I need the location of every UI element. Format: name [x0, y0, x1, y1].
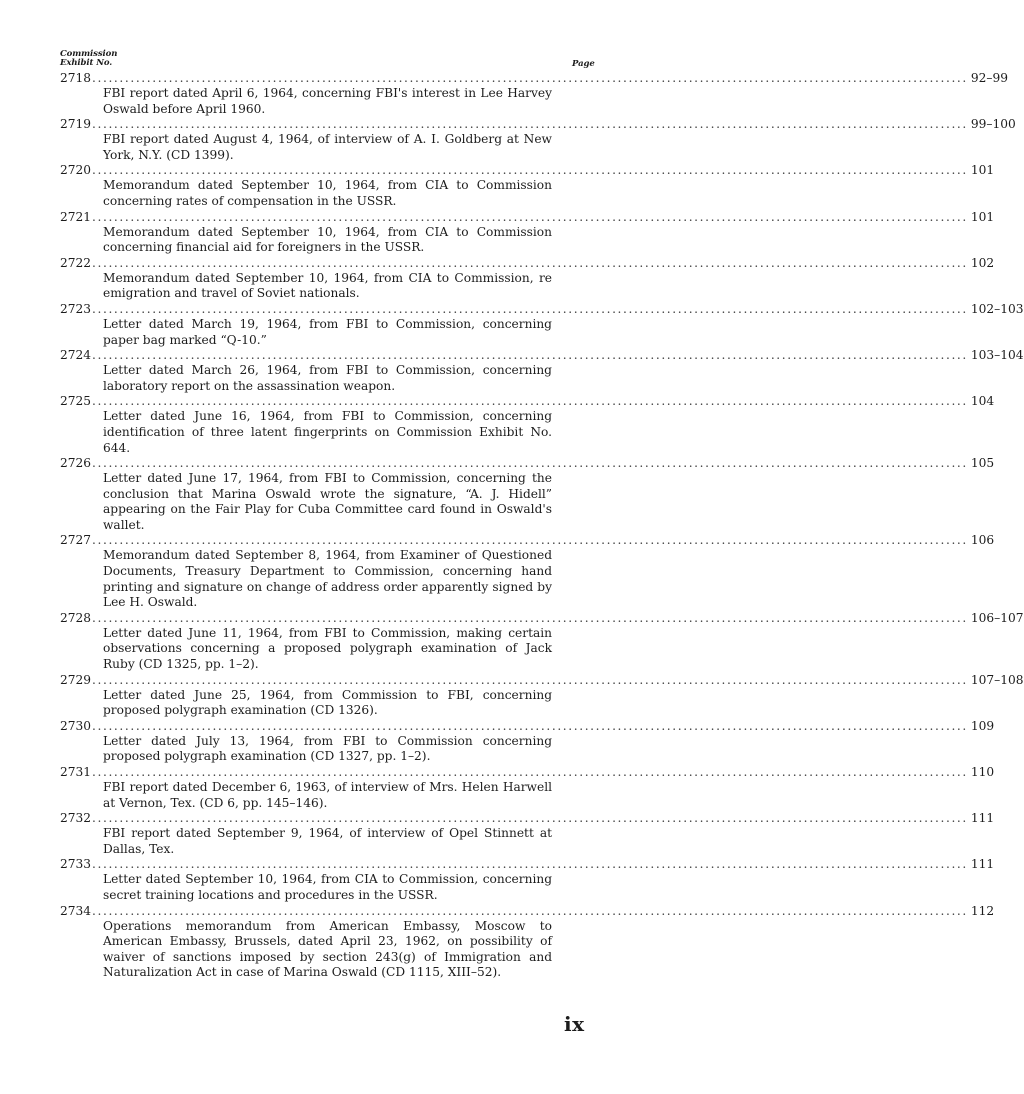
column-header-exhibit — [60, 50, 117, 68]
exhibit-number: 2721 — [60, 209, 92, 224]
exhibit-number: 2734 — [60, 903, 92, 918]
exhibit-entry — [60, 672, 1024, 719]
exhibit-description: FBI report dated December 6, 1963, of interview of Mrs. Helen Harwell at Vernon, Tex. (CD 6, pp. 145–146). — [103, 780, 552, 810]
exhibit-number: 2726 — [60, 456, 92, 471]
page-range: 104 — [970, 394, 995, 409]
page-range: 112 — [970, 903, 995, 918]
page-range: 110 — [970, 765, 995, 779]
exhibit-description: Letter dated March 19, 1964, from FBI to Commission, concerning paper bag marked “Q-10.” — [103, 316, 552, 347]
exhibit-number: 2719 — [60, 117, 92, 132]
exhibit-number: 2728 — [60, 610, 92, 625]
exhibit-description: Letter dated June 17, 1964, from FBI to Commission, concerning the conclusion that Marina Oswald wrote the signature, “A. J. Hidell” appearing on the Fair Play for Cuba Committee card found in Oswald's wallet. — [103, 471, 552, 532]
exhibit-entry — [60, 348, 1024, 394]
page-range: 102 — [970, 255, 995, 270]
exhibit-description: Letter dated March 26, 1964, from FBI to Commission, concerning laboratory report on the assassination weapon. — [103, 363, 552, 393]
page-range: 106 — [970, 533, 995, 548]
dot-leader: ................................................................................................................................................................ — [92, 903, 968, 918]
page-range: 101 — [970, 163, 995, 178]
dot-leader: ................................................................................................................................................................ — [92, 672, 968, 687]
column-header-exhibit-line2: Exhibit No. — [60, 58, 113, 68]
exhibit-number: 2727 — [60, 533, 92, 548]
page-range: 99–100 — [970, 117, 1016, 132]
exhibit-entry — [60, 255, 995, 302]
dot-leader: ................................................................................................................................................................ — [92, 394, 968, 409]
exhibit-entry — [60, 71, 1009, 117]
page-range: 101 — [970, 209, 995, 224]
exhibit-description: Memorandum dated September 8, 1964, from Examiner of Questioned Documents, Treasury Department to Commission, concerning hand printing and signature on change of address order apparently signed by Lee H. Oswald. — [103, 548, 552, 610]
page-range: 111 — [970, 811, 995, 826]
dot-leader: ................................................................................................................................................................ — [92, 456, 968, 471]
exhibit-entry — [60, 456, 995, 533]
dot-leader: ................................................................................................................................................................ — [92, 117, 968, 132]
exhibit-description: Letter dated September 10, 1964, from CIA to Commission, concerning secret training locations and procedures in the USSR. — [103, 872, 552, 902]
page-range: 109 — [970, 718, 995, 733]
page-folio: ix — [564, 1012, 585, 1036]
exhibit-entry — [60, 857, 995, 903]
exhibit-number: 2732 — [60, 811, 92, 826]
exhibit-description: Memorandum dated September 10, 1964, from CIA to Commission concerning rates of compensation in the USSR. — [103, 178, 552, 208]
exhibit-number: 2730 — [60, 718, 92, 733]
exhibit-description: Letter dated July 13, 1964, from FBI to Commission concerning proposed polygraph examination (CD 1327, pp. 1–2). — [103, 733, 552, 764]
page-range: 102–103 — [970, 301, 1024, 316]
dot-leader: ................................................................................................................................................................ — [92, 857, 968, 872]
dot-leader: ................................................................................................................................................................ — [92, 209, 968, 224]
exhibit-description: Letter dated June 16, 1964, from FBI to Commission, concerning identification of three latent fingerprints on Commission Exhibit No. 644. — [103, 409, 552, 455]
dot-leader: ................................................................................................................................................................ — [92, 533, 968, 548]
exhibit-number: 2723 — [60, 301, 92, 316]
page-range: 111 — [970, 857, 995, 872]
page-range: 105 — [970, 456, 995, 471]
column-header-exhibit-line1: Commission — [60, 49, 118, 59]
exhibit-number: 2731 — [60, 765, 92, 779]
exhibit-description: FBI report dated April 6, 1964, concerning FBI's interest in Lee Harvey Oswald before April 1960. — [103, 86, 552, 116]
column-header-page: Page — [572, 59, 595, 69]
exhibit-entry — [60, 163, 995, 209]
dot-leader: ................................................................................................................................................................ — [92, 610, 968, 625]
exhibit-description: Operations memorandum from American Embassy, Moscow to American Embassy, Brussels, dated April 23, 1962, on possibility of waiver of sanctions imposed by section 243(g) of Immigration and Naturalization Act in case of Marina Oswald (CD 1115, XIII–52). — [103, 918, 552, 980]
exhibit-entry — [60, 394, 995, 456]
page-range: 92–99 — [970, 71, 1009, 85]
dot-leader: ................................................................................................................................................................ — [92, 301, 968, 316]
exhibit-entry — [60, 301, 1024, 348]
exhibit-number: 2720 — [60, 163, 92, 178]
exhibit-number: 2724 — [60, 348, 92, 363]
dot-leader: ................................................................................................................................................................ — [92, 255, 968, 270]
exhibit-entry — [60, 533, 995, 610]
exhibit-entry — [60, 610, 1024, 673]
dot-leader: ................................................................................................................................................................ — [92, 348, 968, 363]
exhibit-entry — [60, 209, 995, 256]
dot-leader: ................................................................................................................................................................ — [92, 718, 968, 733]
exhibit-entry — [60, 117, 1016, 163]
exhibit-number: 2733 — [60, 857, 92, 872]
page-range: 107–108 — [970, 672, 1024, 687]
exhibit-description: Memorandum dated September 10, 1964, from CIA to Commission concerning financial aid for foreigners in the USSR. — [103, 224, 552, 255]
exhibit-entry — [60, 765, 995, 811]
exhibit-description: Memorandum dated September 10, 1964, from CIA to Commission, re emigration and travel of Soviet nationals. — [103, 270, 552, 301]
exhibit-number: 2722 — [60, 255, 92, 270]
exhibit-description: Letter dated June 25, 1964, from Commission to FBI, concerning proposed polygraph examination (CD 1326). — [103, 687, 552, 718]
exhibit-number: 2729 — [60, 672, 92, 687]
exhibit-number: 2718 — [60, 71, 92, 85]
page-range: 103–104 — [970, 348, 1024, 363]
dot-leader: ................................................................................................................................................................ — [92, 163, 968, 178]
exhibit-entry — [60, 718, 995, 765]
dot-leader: ................................................................................................................................................................ — [92, 811, 968, 826]
dot-leader: ................................................................................................................................................................ — [92, 71, 968, 85]
page-range: 106–107 — [970, 610, 1024, 625]
exhibit-description: Letter dated June 11, 1964, from FBI to Commission, making certain observations concerning a proposed polygraph examination of Jack Ruby (CD 1325, pp. 1–2). — [103, 625, 552, 672]
exhibit-number: 2725 — [60, 394, 92, 409]
exhibit-description: FBI report dated August 4, 1964, of interview of A. I. Goldberg at New York, N.Y. (CD 1399). — [103, 132, 552, 162]
exhibit-entry — [60, 811, 995, 857]
dot-leader: ................................................................................................................................................................ — [92, 765, 968, 779]
exhibit-description: FBI report dated September 9, 1964, of interview of Opel Stinnett at Dallas, Tex. — [103, 826, 552, 856]
exhibit-list — [60, 71, 1024, 981]
exhibit-entry — [60, 903, 995, 981]
